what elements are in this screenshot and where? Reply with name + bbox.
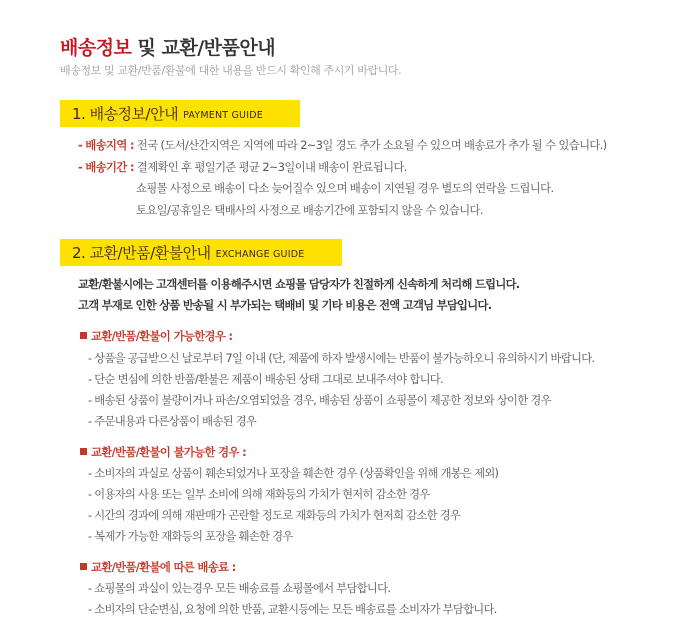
list-item: - 소비자의 단순변심, 요청에 의한 반품, 교환시등에는 모든 배송료를 소비자가 부담합니다. [88,603,497,616]
list-item: - 배송된 상품이 불량이거나 파손/오염되었을 경우, 배송된 상품이 쇼핑몰이 제공한 정보와 상이한 경우 [88,394,551,407]
list-item: - 소비자의 과실로 상품이 훼손되었거나 포장을 훼손한 경우 (상품확인을 위해 개봉은 제외) [88,467,499,480]
page-subtitle: 배송정보 및 교환/반품/환불에 대한 내용을 반드시 확인해 주시기 바랍니다. [60,64,402,77]
list-item: - 상품을 공급받으신 날로부터 7일 이내 (단, 제품에 하자 발생시에는 반품이 불가능하오니 유의하시기 바랍니다. [88,352,595,365]
impossible-cases-heading [80,444,246,460]
possible-cases-heading [80,328,232,344]
list-item: - 단순 변심에 의한 반품/환불은 제품이 배송된 상태 그대로 보내주셔야 합니다. [88,373,443,386]
section-shipping-title: 1. 배송정보/안내 [72,105,179,123]
shipping-period-note: 쇼핑몰 사정으로 배송이 다소 늦어질수 있으며 배송이 지연될 경우 별도의 연락을 드립니다. [136,182,554,195]
shipping-period-text: 결제확인 후 평일기준 평균 2~3일이내 배송이 완료됩니다. [133,161,407,174]
shipping-fee-title: 교환/반품/환불에 따른 배송료 : [91,561,236,574]
exchange-intro-line: 교환/환불시에는 고객센터를 이용해주시면 쇼핑몰 담당자가 친절하게 신속하게 처리해 드립니다. [78,278,520,291]
possible-cases-title: 교환/반품/환불이 가능한경우 : [91,330,233,343]
list-item: - 주문내용과 다른상품이 배송된 경우 [88,415,257,428]
square-bullet-icon [80,448,87,455]
shipping-period-row [78,159,407,175]
page-title-accent: 배송정보 [60,37,132,59]
square-bullet-icon [80,563,87,570]
shipping-region-text: 전국 (도서/산간지역은 지역에 따라 2~3일 경도 추가 소요될 수 있으며 배송료가 추가 될 수 있습니다.) [133,139,607,152]
list-item: - 복제가 가능한 재화등의 포장을 훼손한 경우 [88,530,293,543]
list-item: - 시간의 경과에 의해 재판매가 곤란할 정도로 재화등의 가치가 현저희 감소한 경우 [88,509,461,522]
shipping-region-label: - 배송지역 : [78,139,134,152]
section-exchange-title-en: EXCHANGE GUIDE [215,248,305,260]
shipping-fee-heading [80,559,236,575]
page-title-rest: 및 교환/반품안내 [131,37,276,59]
shipping-period-note: 토요일/공휴일은 택배사의 사정으로 배송기간에 포함되지 않을 수 있습니다. [136,204,483,217]
section-shipping-heading [60,100,300,127]
section-shipping-title-en: PAYMENT GUIDE [183,109,263,121]
page-title [60,33,275,60]
exchange-intro-line: 고객 부재로 인한 상품 반송될 시 부가되는 택배비 및 기타 비용은 전액 고객님 부담입니다. [78,299,492,312]
square-bullet-icon [80,332,87,339]
section-exchange-heading [60,239,342,266]
impossible-cases-title: 교환/반품/환불이 불가능한 경우 : [91,446,247,459]
section-exchange-title: 2. 교환/반품/환불안내 [72,244,211,262]
list-item: - 이용자의 사용 또는 일부 소비에 의해 재화등의 가치가 현저히 감소한 경우 [88,488,430,501]
list-item: - 쇼핑몰의 과실이 있는경우 모든 배송료를 쇼핑몰에서 부담합니다. [88,582,391,595]
shipping-period-label: - 배송기간 : [78,161,134,174]
shipping-region-row [78,137,607,153]
